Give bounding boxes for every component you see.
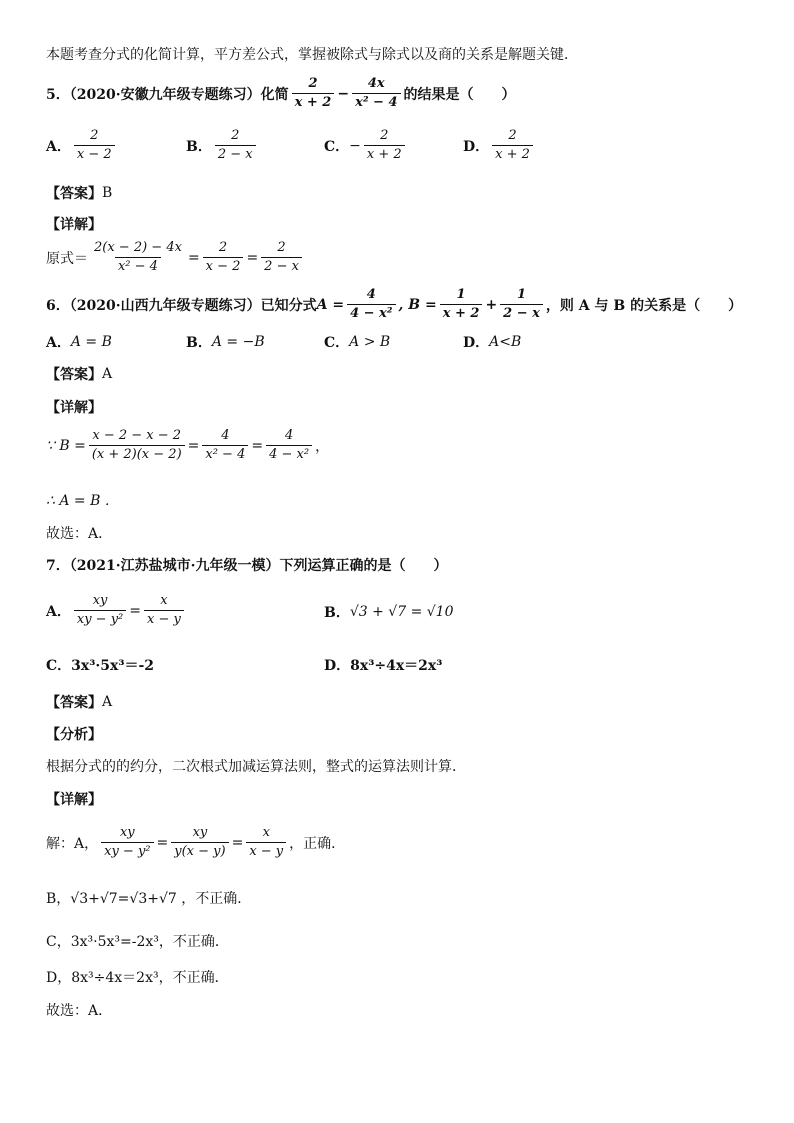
q7-opt-b-text: √3 + √7 = √10: [349, 604, 454, 620]
q6-b2-frac: [500, 287, 543, 323]
q6-therefore-text: ∴ A = B ．: [46, 493, 119, 509]
q7-analysis: [46, 756, 466, 776]
q5-opt-a-frac: [74, 128, 115, 164]
q6-b-prefix: , B =: [398, 296, 437, 313]
q6-a-prefix: A =: [316, 296, 345, 313]
q6-b1-frac: [440, 287, 483, 323]
q6-comma: ，: [315, 438, 330, 455]
q7-s3-den: x − y: [246, 842, 286, 860]
q7-answer: [46, 692, 112, 712]
q5-opt-c-minus: −: [349, 137, 361, 154]
q6-b1-num: 1: [456, 287, 466, 302]
q5-opt-c-label: C．: [324, 138, 350, 155]
q5-w1-num: 2(x − 2) − 4x: [94, 240, 182, 255]
q6-answer: [46, 364, 112, 384]
q7-line-c-text: C，3x³·5x³=-2x³，不正确．: [46, 934, 229, 950]
q7-opt-a-label: A．: [46, 603, 71, 620]
q7-opt-a-num1: xy: [92, 593, 108, 608]
q6-d2-frac: [202, 428, 248, 464]
q5-answer-value: B: [102, 185, 113, 201]
q7-option-b: [324, 602, 454, 622]
q5-w1-den: x² − 4: [115, 257, 161, 275]
q6-opt-c-label: C．: [324, 335, 350, 351]
q5-opt-b-label: B．: [186, 138, 212, 155]
q6-opt-a-text: A = B: [70, 334, 112, 350]
q5-f2-num: 4x: [367, 76, 385, 91]
q6-d1-den: (x + 2)(x − 2): [89, 445, 185, 463]
q5-work-prefix: 原式＝: [46, 250, 88, 267]
q5-opt-a-label: A．: [46, 138, 71, 155]
q5-opt-b-frac: [215, 128, 256, 164]
q6-opt-b-text: A = −B: [211, 334, 265, 350]
q5-fraction-2: [352, 76, 400, 112]
q5-w2-den: x − 2: [203, 257, 244, 275]
q7-opt-c-label: C．: [46, 658, 72, 674]
q6-opt-c-text: A > B: [349, 334, 391, 350]
q5-eq-1: =: [187, 249, 200, 266]
q6-d3-num: 4: [284, 428, 294, 443]
q6-opt-d-text: A<B: [489, 334, 522, 350]
q6-choose-text: 故选：A．: [46, 526, 113, 542]
q5-detail-label-text: 【详解】: [46, 217, 102, 233]
q5-minus: −: [337, 85, 350, 102]
intro-text: [46, 44, 578, 64]
q5-opt-c-den: x + 2: [364, 145, 405, 163]
q6-plus: +: [485, 296, 498, 313]
q5-opt-d-den: x + 2: [492, 145, 533, 163]
q5-opt-a-num: 2: [90, 128, 99, 143]
q5-w3-num: 2: [277, 240, 286, 255]
q6-stem: [46, 287, 742, 323]
q7-opt-d-text: 8x³÷4x＝2x³: [350, 658, 443, 674]
q5-option-c: [324, 128, 408, 164]
q6-answer-value: A: [102, 366, 113, 382]
q7-analysis-label-text: 【分析】: [46, 727, 102, 743]
q5-f1-den: x + 2: [292, 93, 335, 111]
q5-opt-b-num: 2: [231, 128, 240, 143]
q7-opt-c-text: 3x³·5x³＝-2: [71, 658, 155, 674]
q6-a-num: 4: [366, 287, 376, 302]
q5-fraction-1: [292, 76, 335, 112]
q5-w3-den: 2 − x: [261, 257, 302, 275]
q7-opt-a-frac-2: [144, 593, 184, 629]
q7-option-c: [46, 655, 154, 675]
q7-opt-a-frac-1: [74, 593, 126, 629]
q6-b2-den: 2 − x: [500, 304, 543, 322]
q5-option-a: [46, 128, 118, 164]
q6-opt-b-label: B．: [186, 335, 212, 351]
q5-opt-c-num: 2: [380, 128, 389, 143]
q5-working: [46, 240, 305, 276]
q5-opt-d-num: 2: [508, 128, 517, 143]
q6-opt-d-label: D．: [463, 335, 490, 351]
q6-d3-den: 4 − x²: [266, 445, 312, 463]
q6-a-frac: [347, 287, 395, 323]
q6-choose: [46, 523, 112, 543]
q5-opt-b-den: 2 − x: [215, 145, 256, 163]
intro-sentence: 本题考查分式的化简计算，平方差公式，掌握被除式与除式以及商的关系是解题关键．: [46, 47, 578, 63]
q5-work-frac-3: [261, 240, 302, 276]
q7-s1-den: xy − y²: [101, 842, 153, 860]
q7-answer-label: 【答案】: [46, 695, 102, 711]
q5-answer-label: 【答案】: [46, 186, 102, 202]
q7-stem: [46, 555, 447, 575]
q6-d1-frac: [89, 428, 185, 464]
q7-opt-a-num2: x: [160, 593, 168, 608]
q7-option-d: [324, 655, 442, 675]
q5-f1-num: 2: [308, 76, 318, 91]
q7-opt-b-label: B．: [324, 605, 350, 621]
q6-detail-label: [46, 397, 102, 417]
q5-opt-a-den: x − 2: [74, 145, 115, 163]
q6-b1-den: x + 2: [440, 304, 483, 322]
q7-option-a: [46, 593, 187, 629]
q5-option-d: [463, 128, 536, 164]
q5-w2-num: 2: [218, 240, 228, 255]
q7-opt-a-eq: =: [129, 602, 141, 619]
q7-s1-frac: [101, 825, 153, 861]
q6-d1-num: x − 2 − x − 2: [92, 428, 182, 443]
q6-stem-text: 6．（2020·山西九年级专题练习）已知分式: [46, 297, 317, 314]
q7-line-b-text: B，√3+√7=√3+√7 ，不正确．: [46, 891, 252, 907]
q7-opt-d-label: D．: [324, 658, 351, 674]
q6-answer-label: 【答案】: [46, 367, 102, 383]
q7-sol-prefix: 解：A，: [46, 835, 99, 852]
q7-analysis-text: 根据分式的的约分，二次根式加减运算法则，整式的运算法则计算．: [46, 759, 466, 775]
q6-option-b: [186, 332, 265, 352]
q6-detail-label-text: 【详解】: [46, 400, 102, 416]
q7-s3-num: x: [262, 825, 270, 840]
q7-detail-label: [46, 789, 102, 809]
q5-opt-d-frac: [492, 128, 533, 164]
q7-s1-num: xy: [119, 825, 135, 840]
q7-solution-b: [46, 888, 251, 908]
q5-stem-text: 5．（2020·安徽九年级专题练习）化简: [46, 86, 289, 103]
q5-stem-tail: 的结果是（ ）: [403, 86, 516, 103]
q6-therefore: [46, 490, 119, 510]
q7-opt-a-den2: x − y: [144, 610, 184, 628]
q5-opt-d-label: D．: [463, 138, 490, 155]
q5-work-frac-2: [203, 240, 244, 276]
q7-solution-d: [46, 967, 229, 987]
q6-option-d: [463, 332, 521, 352]
q7-solution-a: 解：A， $\frac{xy}{\text{xy − y²}}$ = $\frac{xy}{y(x - y)}$ = $\frac{x}{x - y}$ ，正确．: [46, 825, 346, 860]
q7-s2-frac: [171, 825, 228, 861]
q5-option-b: [186, 128, 259, 164]
q7-line-d-text: D，8x³÷4x＝2x³，不正确．: [46, 970, 229, 986]
q5-detail-label: [46, 214, 102, 234]
q7-choose-text: 故选：A．: [46, 1003, 113, 1019]
q7-analysis-label: [46, 724, 102, 744]
q6-d3-frac: [266, 428, 312, 464]
q6-a-den: 4 − x²: [347, 304, 395, 322]
q7-s2-den: y(x − y): [171, 842, 228, 860]
q7-s-tail: ，正确．: [289, 835, 346, 852]
q6-stem-tail: ，则 A 与 B 的关系是（ ）: [545, 297, 743, 314]
q6-b2-num: 1: [517, 287, 527, 302]
q7-s2-num: xy: [192, 825, 208, 840]
q7-opt-a-den1: xy − y²: [74, 610, 126, 628]
q6-option-c: [324, 332, 390, 352]
q7-answer-value: A: [102, 694, 113, 710]
q7-detail-label-text: 【详解】: [46, 792, 102, 808]
q6-working: ∵ B = $\frac{x - 2 - x - 2}{(x + 2)(x - 2)}$ = $\frac{4}{\text{x² − 4}}$ = $\frac{4}{\text{4 − x²}}$ ，: [46, 428, 330, 463]
q6-because: ∵ B =: [46, 437, 86, 454]
q5-answer: [46, 183, 112, 203]
q7-s3-frac: [246, 825, 286, 861]
q6-option-a: [46, 332, 112, 352]
q6-d2-den: x² − 4: [202, 445, 248, 463]
q5-eq-2: =: [246, 249, 259, 266]
q7-solution-c: [46, 931, 229, 951]
q5-work-frac-1: [91, 240, 185, 276]
q5-opt-c-frac: [364, 128, 405, 164]
q7-choose: [46, 1000, 112, 1020]
q6-d2-num: 4: [221, 428, 230, 443]
q5-f2-den: x² − 4: [352, 93, 400, 111]
q7-stem-text: 7．（2021·江苏盐城市·九年级一模）下列运算正确的是（ ）: [46, 558, 448, 574]
q5-stem: [46, 76, 516, 112]
q6-opt-a-label: A．: [46, 335, 71, 351]
